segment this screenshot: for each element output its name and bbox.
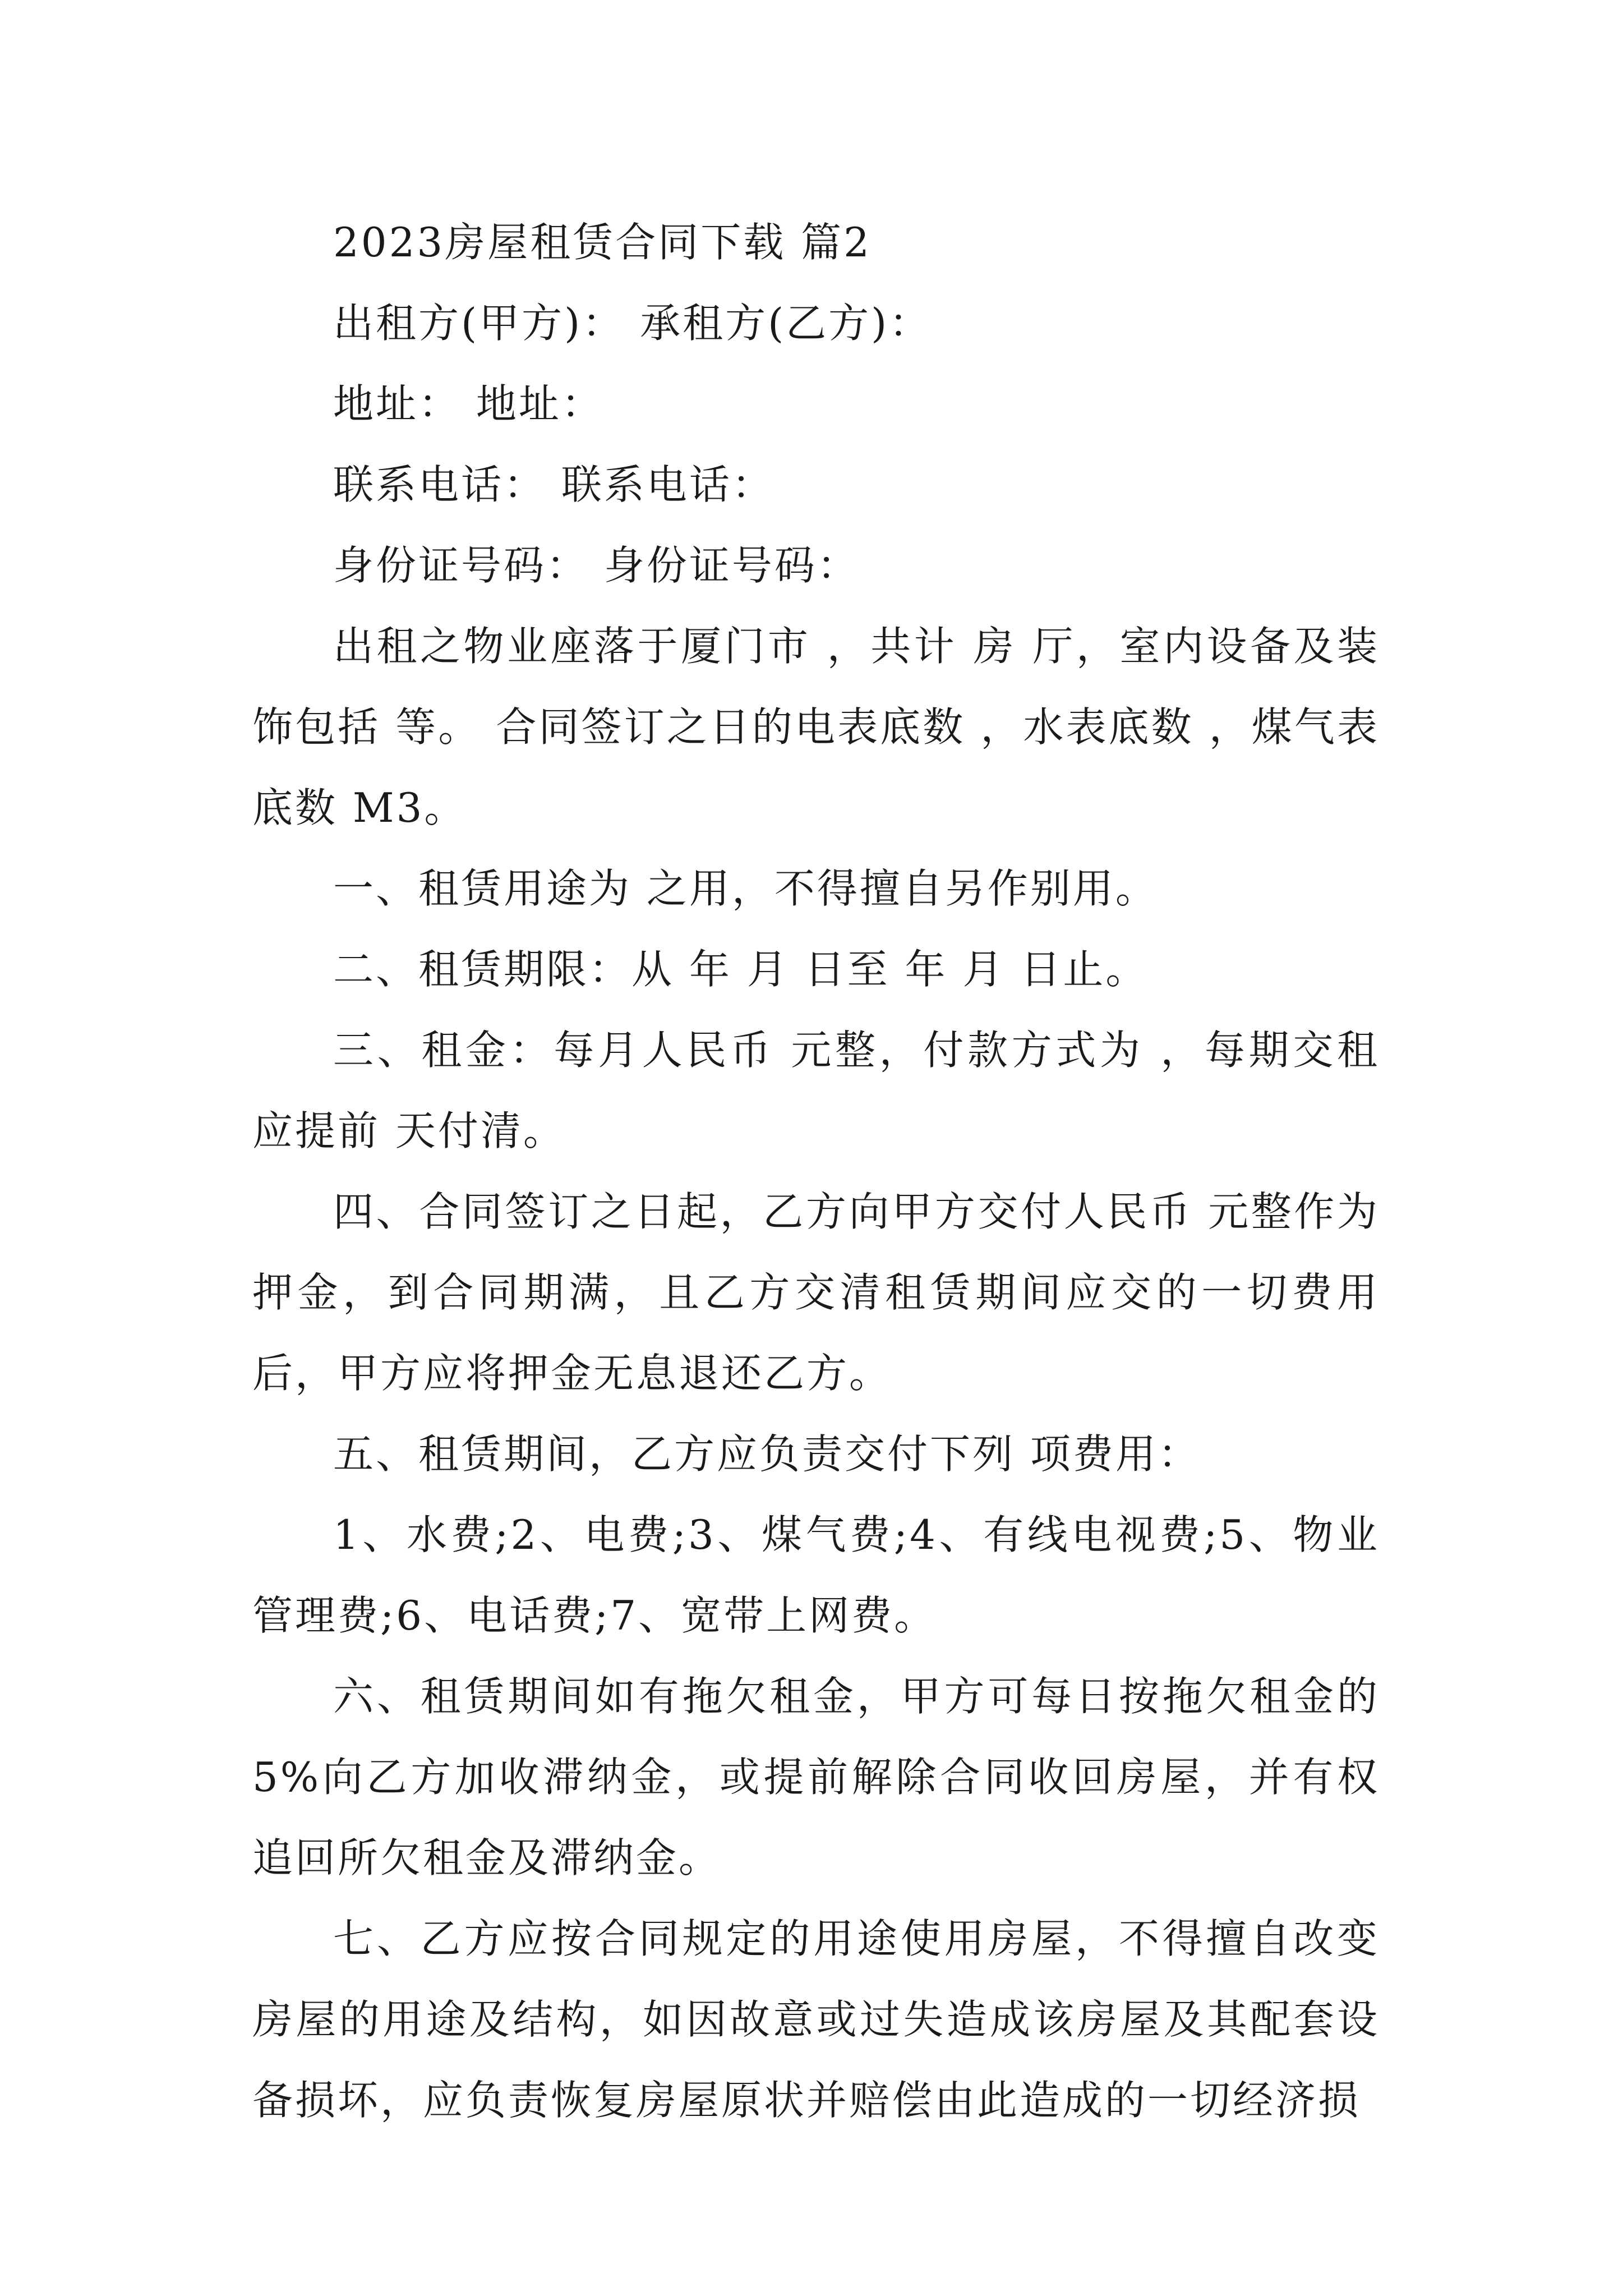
paragraph-clause-2: 二、租赁期限：从 年 月 日至 年 月 日止。 (333, 946, 1149, 993)
document-title: 2023房屋租赁合同下载 篇2 (333, 219, 872, 266)
paragraph-clause-6: 六、租赁期间如有拖欠租金，甲方可每日按拖欠租金的5%向乙方加收滞纳金，或提前解除合同收回房屋，并有权追回所欠租金及滞纳金。 (252, 1673, 1380, 1881)
paragraph-property: 出租之物业座落于厦门市 ，共计 房 厅，室内设备及装饰包括 等。 合同签订之日的电表底数 ，水表底数 ，煤气表底数 M3。 (252, 623, 1380, 831)
paragraph-clause-3: 三、租金：每月人民币 元整，付款方式为 ，每期交租应提前 天付清。 (252, 1027, 1380, 1154)
paragraph-clause-1: 一、租赁用途为 之用，不得擅自另作别用。 (333, 865, 1158, 912)
id-line: 身份证号码： 身份证号码： (333, 542, 860, 589)
address-line: 地址： 地址： (333, 380, 604, 427)
party-line: 出租方(甲方)： 承租方(乙方)： (333, 300, 932, 347)
paragraph-fee-list: 1、水费;2、电费;3、煤气费;4、有线电视费;5、物业管理费;6、电话费;7、宽带上网费。 (252, 1511, 1380, 1639)
paragraph-clause-4: 四、合同签订之日起，乙方向甲方交付人民币 元整作为押金，到合同期满，且乙方交清租赁期间应交的一切费用后，甲方应将押金无息退还乙方。 (252, 1188, 1380, 1397)
phone-line: 联系电话： 联系电话： (333, 461, 774, 508)
document-page (252, 202, 1380, 2141)
paragraph-clause-5: 五、租赁期间，乙方应负责交付下列 项费用： (333, 1430, 1201, 1478)
paragraph-clause-7: 七、乙方应按合同规定的用途使用房屋，不得擅自改变房屋的用途及结构，如因故意或过失造成该房屋及其配套设备损坏，应负责恢复房屋原状并赔偿由此造成的一切经济损 (252, 1915, 1380, 2124)
